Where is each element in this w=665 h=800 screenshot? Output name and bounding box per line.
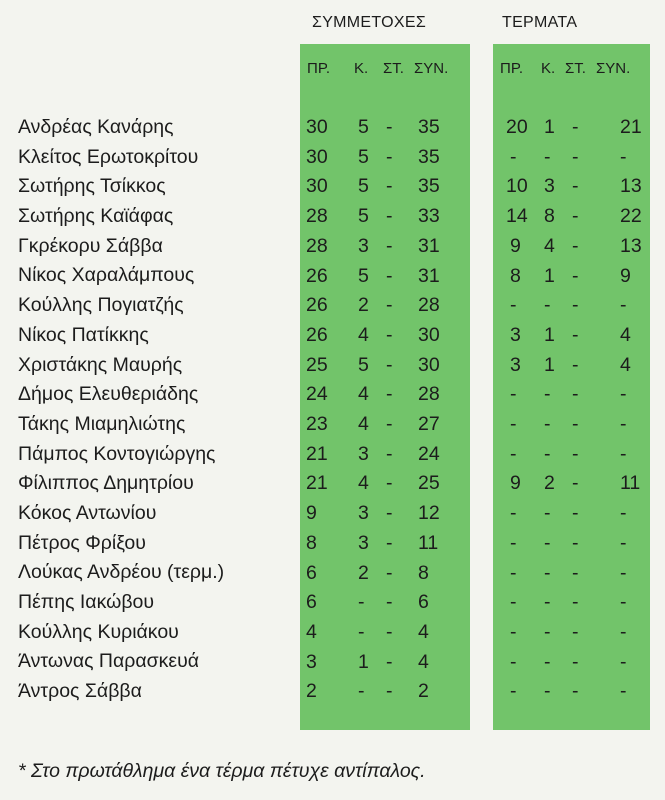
goal-cell: - — [572, 561, 579, 584]
goal-cell: - — [620, 680, 627, 703]
appearance-cell: 4 — [418, 650, 429, 673]
goal-cell: 1 — [544, 116, 555, 138]
appearance-cell: 3 — [358, 234, 369, 257]
appearance-cell: 25 — [418, 472, 440, 495]
goal-cell: - — [620, 413, 627, 435]
apps-col-header: ΣΤ. — [383, 60, 404, 77]
player-name: Σωτήρης Καϊάφας — [18, 205, 174, 228]
goal-cell: - — [572, 502, 579, 525]
appearance-cell: - — [386, 591, 393, 614]
player-name: Πάμπος Κοντογιώργης — [18, 442, 216, 465]
appearance-cell: - — [386, 294, 393, 317]
goal-cell: - — [572, 591, 579, 614]
appearance-cell: 28 — [418, 294, 440, 317]
goal-cell: - — [510, 620, 517, 643]
goal-cell: - — [620, 561, 627, 584]
appearance-cell: 4 — [358, 472, 369, 495]
appearance-cell: 28 — [306, 205, 328, 228]
goal-cell: - — [572, 531, 579, 554]
goal-cell: - — [620, 531, 627, 554]
goal-cell: - — [544, 591, 551, 614]
goal-cell: 22 — [620, 205, 642, 228]
goal-cell: - — [544, 531, 551, 554]
appearance-cell: 1 — [358, 650, 369, 673]
appearance-cell: - — [386, 650, 393, 673]
goal-cell: - — [572, 620, 579, 643]
appearance-cell: 28 — [306, 234, 328, 257]
goal-cell: - — [544, 294, 551, 317]
goal-cell: 2 — [544, 472, 555, 495]
appearance-cell: 5 — [358, 145, 369, 168]
player-name: Κλείτος Ερωτοκρίτου — [18, 145, 199, 168]
goal-cell: - — [572, 650, 579, 673]
appearance-cell: - — [386, 472, 393, 495]
goal-cell: - — [510, 561, 517, 584]
appearances-heading: ΣΥΜΜΕΤΟΧΕΣ — [312, 14, 427, 31]
appearance-cell: 30 — [418, 323, 440, 346]
appearance-cell: 23 — [306, 413, 328, 435]
goal-cell: - — [544, 620, 551, 643]
apps-col-header: ΠΡ. — [307, 60, 331, 77]
footnote: * Στο πρωτάθλημα ένα τέρμα πέτυχε αντίπαλος. — [18, 760, 426, 782]
goal-cell: - — [544, 561, 551, 584]
goal-cell: 8 — [510, 264, 521, 287]
appearance-cell: 28 — [418, 383, 440, 406]
appearance-cell: 5 — [358, 353, 369, 376]
appearance-cell: 35 — [418, 145, 440, 168]
goal-cell: - — [620, 591, 627, 614]
goal-cell: - — [620, 145, 627, 168]
goal-cell: - — [544, 442, 551, 465]
appearance-cell: 2 — [358, 294, 369, 317]
player-name: Ανδρέας Κανάρης — [18, 116, 174, 138]
appearance-cell: 21 — [306, 442, 328, 465]
goal-cell: - — [544, 145, 551, 168]
appearance-cell: 11 — [418, 531, 439, 554]
goal-cell: 21 — [620, 116, 642, 138]
goal-cell: 4 — [620, 353, 631, 376]
appearance-cell: - — [386, 145, 393, 168]
appearance-cell: 8 — [418, 561, 429, 584]
goal-cell: - — [572, 680, 579, 703]
appearance-cell: 5 — [358, 205, 369, 228]
appearance-cell: - — [386, 175, 393, 198]
goal-cell: 9 — [510, 234, 521, 257]
appearance-cell: 24 — [418, 442, 440, 465]
player-name: Νίκος Πατίκκης — [18, 323, 149, 346]
appearance-cell: - — [358, 680, 365, 703]
goal-cell: 3 — [510, 353, 521, 376]
goal-cell: - — [572, 323, 579, 346]
appearance-cell: 4 — [306, 620, 317, 643]
goal-cell: 4 — [544, 234, 555, 257]
appearance-cell: 24 — [306, 383, 328, 406]
goals-col-header: ΣΤ. — [565, 60, 586, 77]
appearance-cell: 12 — [418, 502, 440, 525]
goals-col-header: ΠΡ. — [500, 60, 524, 77]
player-name: Άντρος Σάββα — [18, 680, 142, 703]
goal-cell: - — [620, 383, 627, 406]
goal-cell: - — [510, 413, 517, 435]
appearance-cell: 4 — [358, 323, 369, 346]
appearance-cell: 2 — [306, 680, 317, 703]
appearance-cell: 30 — [306, 145, 328, 168]
goal-cell: 13 — [620, 175, 642, 198]
player-name: Τάκης Μιαμηλιώτης — [18, 412, 186, 435]
appearance-cell: - — [386, 413, 393, 435]
goal-cell: - — [620, 650, 627, 673]
appearance-cell: - — [386, 502, 393, 525]
goal-cell: - — [544, 413, 551, 435]
goal-cell: - — [572, 294, 579, 317]
appearance-cell: 33 — [418, 205, 440, 228]
appearance-cell: - — [386, 264, 393, 287]
goal-cell: - — [510, 591, 517, 614]
appearance-cell: - — [386, 234, 393, 257]
appearance-cell: 21 — [306, 472, 328, 495]
appearance-cell: 4 — [358, 383, 369, 406]
player-name: Πέπης Ιακώβου — [18, 591, 155, 613]
goal-cell: 20 — [506, 116, 528, 138]
appearance-cell: 3 — [358, 531, 369, 554]
goal-cell: - — [572, 353, 579, 376]
goals-heading: ΤΕΡΜΑΤΑ — [502, 14, 578, 31]
appearance-cell: 2 — [358, 561, 369, 584]
goal-cell: - — [620, 620, 627, 643]
appearance-cell: 9 — [306, 502, 317, 525]
player-name: Γκρέκορυ Σάββα — [18, 234, 163, 257]
player-name: Πέτρος Φρίξου — [18, 531, 146, 554]
appearance-cell: 31 — [418, 234, 440, 257]
goal-cell: - — [572, 442, 579, 465]
appearance-cell: - — [358, 591, 365, 614]
player-name: Κούλλης Κυριάκου — [18, 620, 179, 643]
player-name: Άντωνας Παρασκευά — [18, 650, 200, 673]
appearance-cell: 35 — [418, 175, 440, 198]
appearance-cell: 5 — [358, 175, 369, 198]
goal-cell: - — [572, 413, 579, 435]
appearance-cell: 2 — [418, 680, 429, 703]
apps-col-header: ΣΥΝ. — [414, 60, 449, 77]
appearance-cell: 31 — [418, 264, 440, 287]
goal-cell: 9 — [510, 472, 521, 495]
goal-cell: - — [620, 442, 627, 465]
goal-cell: - — [510, 383, 517, 406]
appearance-cell: 3 — [358, 442, 369, 465]
appearance-cell: 6 — [306, 591, 317, 614]
appearance-cell: - — [386, 531, 393, 554]
goals-col-header: Κ. — [541, 60, 556, 77]
goals-col-header: ΣΥΝ. — [596, 60, 631, 77]
player-name: Σωτήρης Τσίκκος — [18, 175, 166, 198]
appearance-cell: - — [386, 620, 393, 643]
goal-cell: - — [572, 264, 579, 287]
appearance-cell: - — [386, 116, 393, 138]
appearance-cell: 4 — [358, 413, 369, 435]
player-name: Χριστάκης Μαυρής — [18, 353, 183, 376]
goal-cell: - — [572, 383, 579, 406]
appearance-cell: 35 — [418, 116, 440, 138]
appearance-cell: 30 — [306, 116, 328, 138]
goal-cell: - — [510, 531, 517, 554]
goal-cell: - — [572, 145, 579, 168]
appearance-cell: - — [386, 383, 393, 406]
appearance-cell: 25 — [306, 353, 328, 376]
appearance-cell: 3 — [306, 650, 317, 673]
appearance-cell: 26 — [306, 294, 328, 317]
goal-cell: - — [510, 650, 517, 673]
player-name: Λούκας Ανδρέου (τερμ.) — [18, 561, 225, 584]
goal-cell: - — [544, 502, 551, 525]
appearance-cell: - — [386, 353, 393, 376]
appearance-cell: 30 — [418, 353, 440, 376]
appearance-cell: 6 — [306, 561, 317, 584]
goal-cell: 4 — [620, 323, 631, 346]
player-name: Κόκος Αντωνίου — [18, 501, 157, 524]
goal-cell: - — [572, 234, 579, 257]
goal-cell: 1 — [544, 264, 555, 287]
goal-cell: - — [620, 502, 627, 525]
appearance-cell: - — [386, 323, 393, 346]
goal-cell: 3 — [544, 175, 555, 198]
appearance-cell: 3 — [358, 502, 369, 525]
player-name: Νίκος Χαραλάμπους — [18, 264, 195, 287]
goal-cell: 13 — [620, 234, 642, 257]
appearance-cell: - — [358, 620, 365, 643]
goal-cell: - — [572, 116, 579, 138]
player-name: Δήμος Ελευθεριάδης — [18, 383, 199, 406]
appearance-cell: - — [386, 561, 393, 584]
goal-cell: - — [620, 294, 627, 317]
goal-cell: - — [572, 472, 579, 495]
appearance-cell: 4 — [418, 620, 429, 643]
goal-cell: 10 — [506, 175, 528, 198]
goal-cell: 14 — [506, 205, 528, 228]
appearance-cell: 26 — [306, 323, 328, 346]
goal-cell: - — [544, 680, 551, 703]
appearance-cell: 27 — [418, 413, 440, 435]
goal-cell: - — [510, 502, 517, 525]
goal-cell: 3 — [510, 323, 521, 346]
player-name: Φίλιππος Δημητρίου — [18, 472, 194, 495]
appearance-cell: - — [386, 442, 393, 465]
goal-cell: 9 — [620, 264, 631, 287]
goal-cell: - — [572, 205, 579, 228]
goal-cell: 11 — [620, 472, 641, 495]
goal-cell: - — [510, 680, 517, 703]
goal-cell: 1 — [544, 353, 555, 376]
appearance-cell: 6 — [418, 591, 429, 614]
goal-cell: - — [510, 442, 517, 465]
goal-cell: - — [544, 650, 551, 673]
goal-cell: - — [510, 145, 517, 168]
goal-cell: - — [510, 294, 517, 317]
appearance-cell: 5 — [358, 264, 369, 287]
appearance-cell: 30 — [306, 175, 328, 198]
appearance-cell: 8 — [306, 531, 317, 554]
goal-cell: 8 — [544, 205, 555, 228]
appearance-cell: 5 — [358, 116, 369, 138]
appearance-cell: - — [386, 680, 393, 703]
goal-cell: - — [572, 175, 579, 198]
goal-cell: 1 — [544, 323, 555, 346]
goal-cell: - — [544, 383, 551, 406]
appearance-cell: - — [386, 205, 393, 228]
player-name: Κούλλης Πογιατζής — [18, 294, 184, 317]
player-names-column — [18, 113, 308, 707]
appearance-cell: 26 — [306, 264, 328, 287]
apps-col-header: Κ. — [354, 60, 369, 77]
